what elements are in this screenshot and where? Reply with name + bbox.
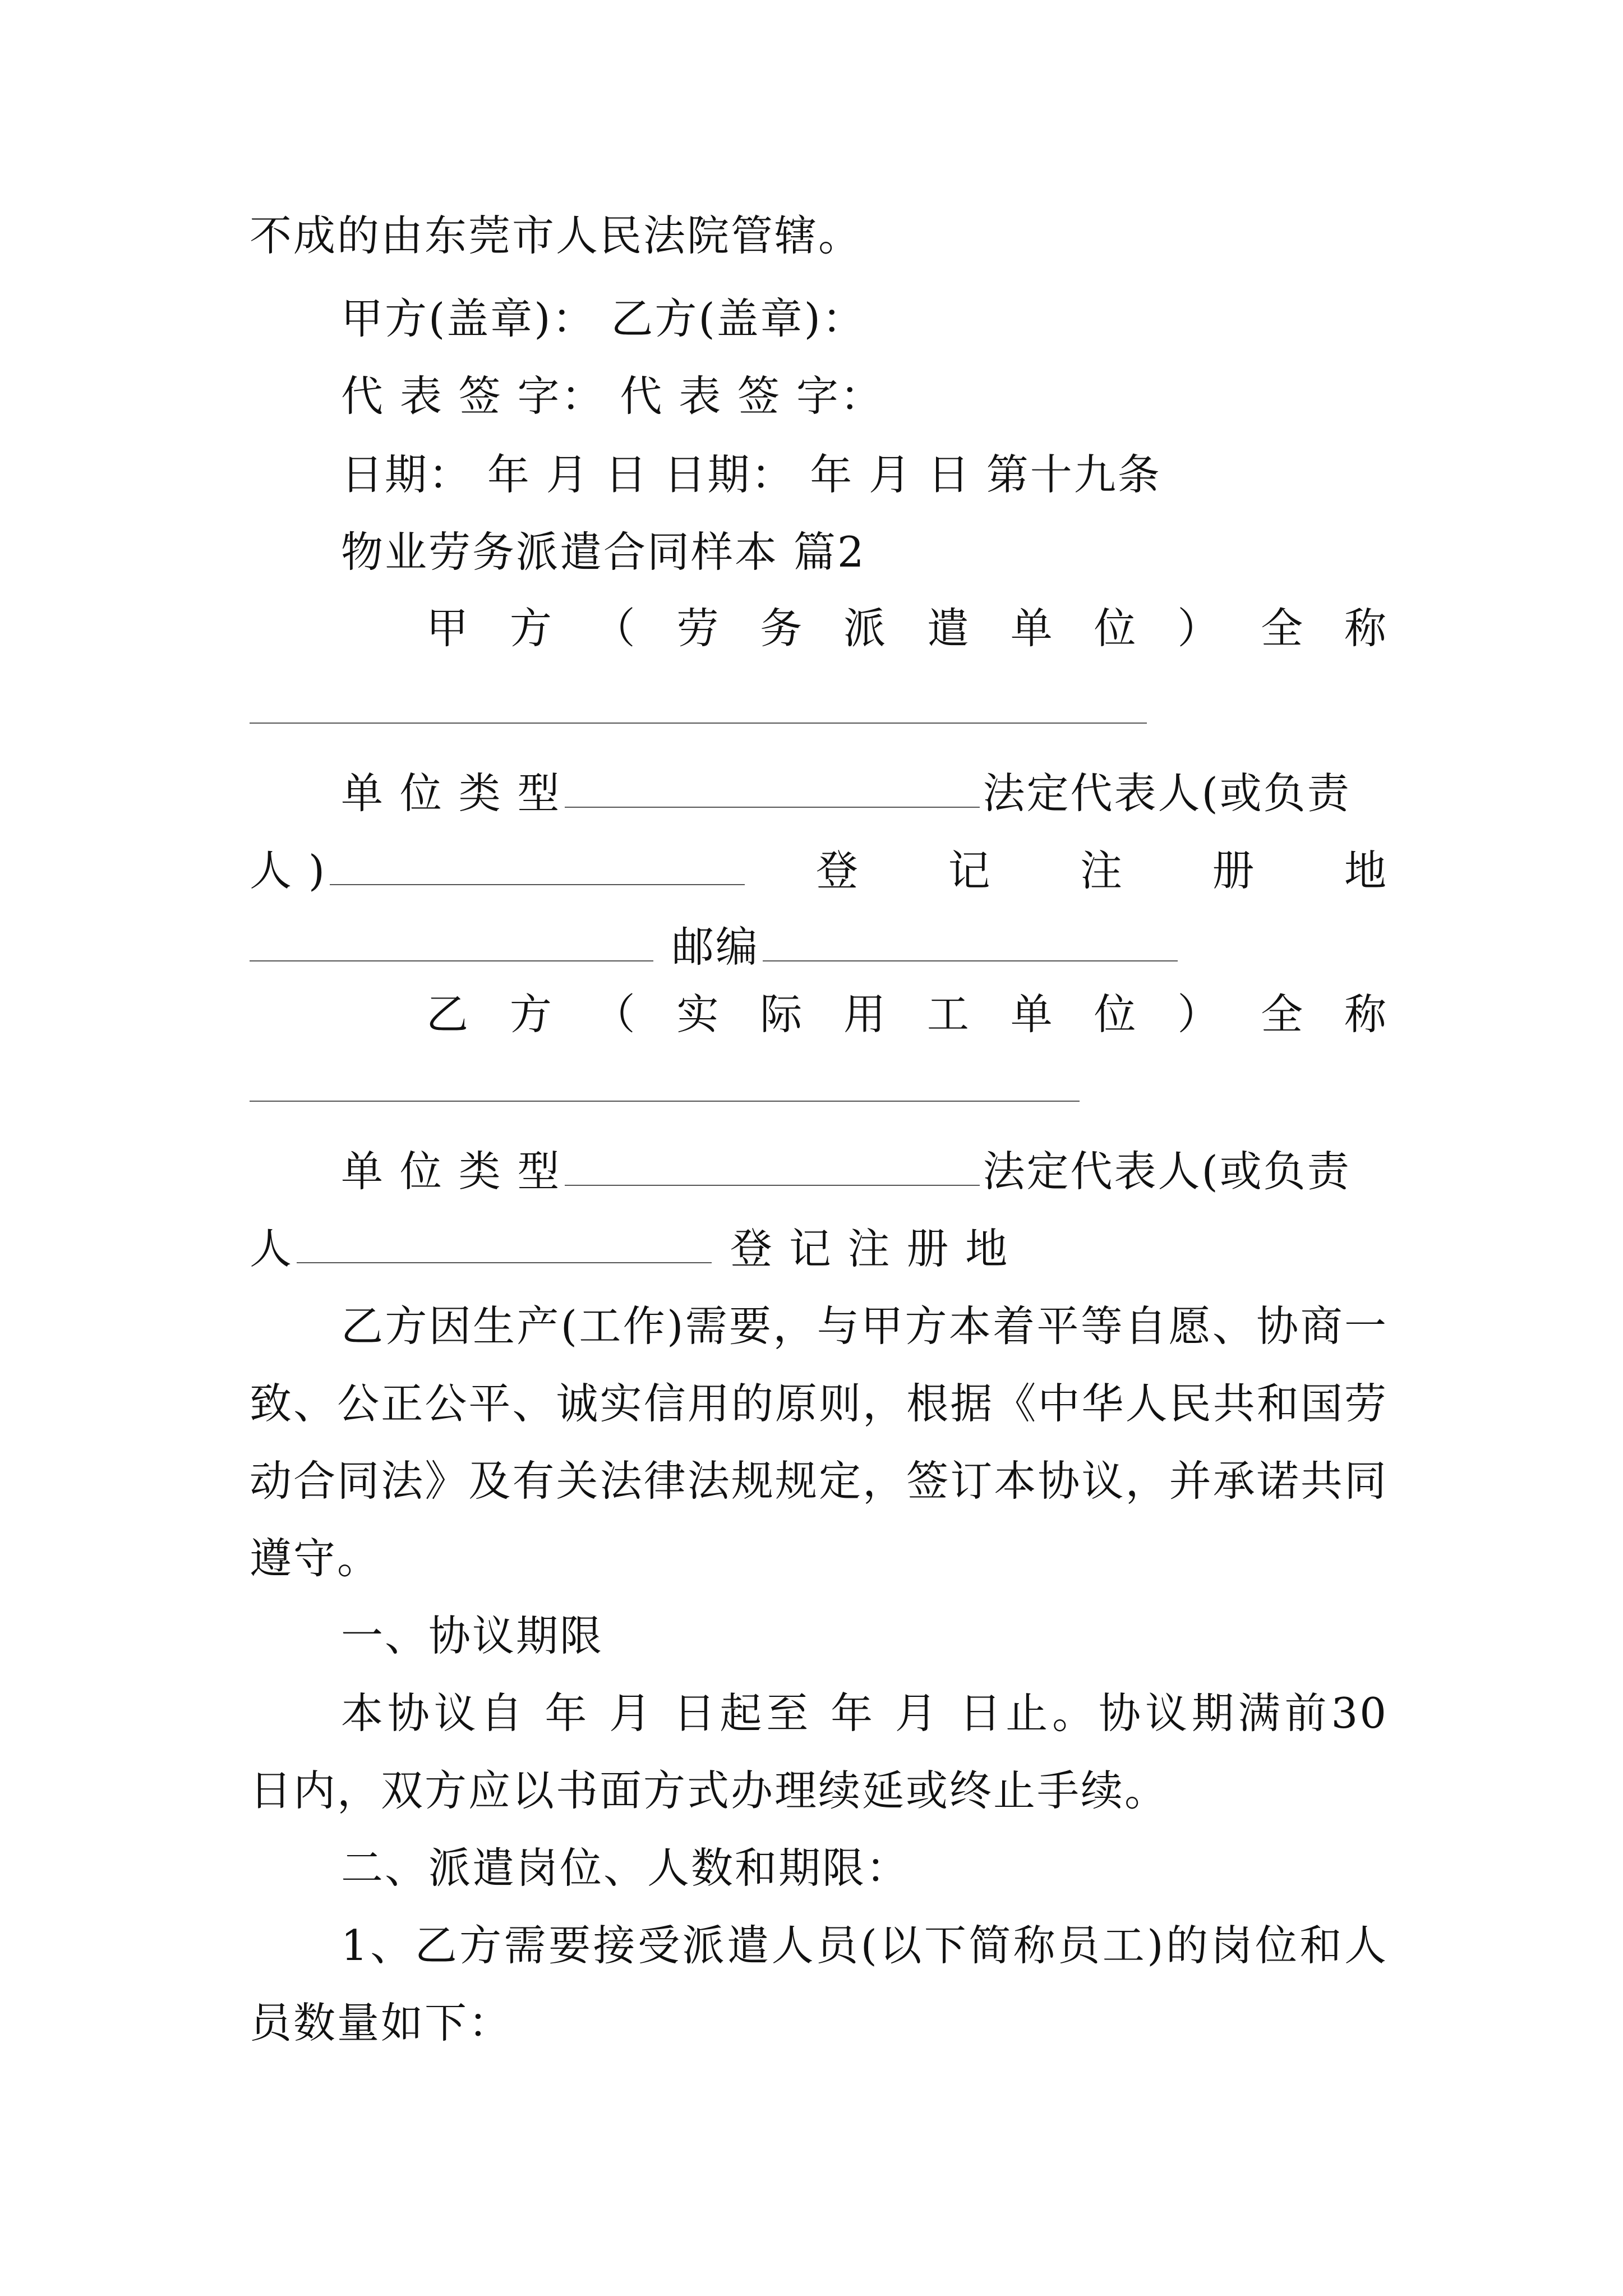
unit-type-label: 单 位 类 型 bbox=[341, 769, 561, 818]
legal-rep-label: 法定代表人(或负责 bbox=[983, 769, 1351, 818]
paragraph-line: 日内，双方应以书面方式办理续延或终止手续。 bbox=[250, 1766, 1169, 1815]
party-b-rep-line bbox=[250, 1222, 1009, 1276]
party-a-fullname-blank bbox=[250, 723, 1147, 724]
rep-label: 人 bbox=[250, 1224, 294, 1273]
registered-address-label: 登 记 注 册 地 bbox=[730, 1224, 1009, 1273]
signature-date-line: 日期： 年 月 日 日期： 年 月 日 第十九条 bbox=[341, 450, 1161, 499]
paragraph-line: 员数量如下： bbox=[250, 1998, 513, 2047]
postcode-blank bbox=[763, 960, 1178, 961]
section-title: 物业劳务派遣合同样本 篇2 bbox=[341, 527, 866, 577]
rep-label: 人 ) bbox=[250, 846, 327, 895]
party-a-rep-line bbox=[250, 844, 1388, 898]
party-a-unit-type-line bbox=[341, 766, 1351, 820]
rep-blank bbox=[297, 1262, 712, 1263]
address-blank bbox=[250, 960, 653, 961]
party-b-unit-type-line bbox=[341, 1144, 1351, 1198]
signature-representative-line: 代 表 签 字： 代 表 签 字： bbox=[341, 371, 884, 421]
registered-address-label: 登 记 注 册 地 bbox=[816, 846, 1388, 895]
clause-heading: 二、派遣岗位、人数和期限： bbox=[341, 1843, 910, 1893]
unit-type-blank bbox=[565, 1184, 980, 1186]
paragraph-line: 1、乙方需要接受派遣人员(以下简称员工)的岗位和人 bbox=[341, 1921, 1388, 1970]
party-b-fullname-label: 乙方（实际用工单位）全称 bbox=[426, 990, 1388, 1039]
unit-type-blank bbox=[565, 806, 980, 808]
party-a-postcode-line bbox=[250, 920, 1181, 974]
clause-heading: 一、协议期限 bbox=[341, 1611, 604, 1660]
postcode-label: 邮编 bbox=[671, 922, 759, 972]
legal-rep-label: 法定代表人(或负责 bbox=[983, 1147, 1351, 1196]
paragraph-line: 动合同法》及有关法律法规规定，签订本协议，并承诺共同 bbox=[250, 1456, 1388, 1506]
paragraph-line: 本协议自 年 月 日起至 年 月 日止。协议期满前30 bbox=[341, 1688, 1388, 1738]
signature-seal-line: 甲方(盖章)： 乙方(盖章)： bbox=[341, 294, 866, 343]
text-line: 不成的由东莞市人民法院管辖。 bbox=[250, 211, 863, 260]
party-b-fullname-blank bbox=[250, 1101, 1080, 1102]
paragraph-line: 遵守。 bbox=[250, 1534, 381, 1583]
rep-blank bbox=[330, 884, 745, 885]
unit-type-label: 单 位 类 型 bbox=[341, 1147, 561, 1196]
party-a-fullname-label: 甲方（劳务派遣单位）全称 bbox=[426, 604, 1388, 653]
paragraph-line: 致、公正公平、诚实信用的原则，根据《中华人民共和国劳 bbox=[250, 1379, 1388, 1428]
paragraph-line: 乙方因生产(工作)需要，与甲方本着平等自愿、协商一 bbox=[341, 1301, 1388, 1351]
